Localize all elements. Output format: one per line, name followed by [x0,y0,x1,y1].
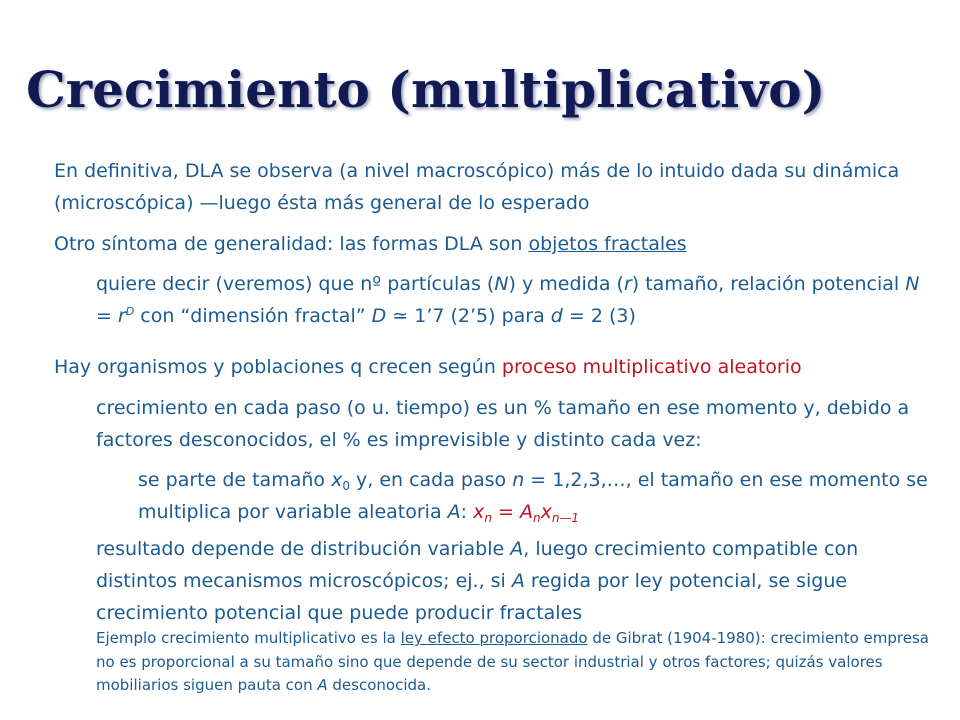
var-N: N [494,273,509,295]
formula-An-sub: n [532,511,541,525]
var-n: n [512,469,525,491]
formula-n-1-sub: n—1 [551,511,580,525]
text-span: desconocida. [327,676,431,694]
var-x0: x [331,469,343,491]
text-span: se parte de tamaño [138,469,332,491]
var-A: A [447,501,461,523]
formula-eq: = [491,501,520,523]
text-span: , luego crecimiento compatible con distintos mecanismos microscópicos; ej., si [96,538,859,592]
var-d: d [550,305,563,327]
var-D: D [371,305,387,327]
var-A: A [510,538,524,560]
formula-A: A [519,501,533,523]
paragraph-growth-step: crecimiento en cada paso (o u. tiempo) es un % tamaño en ese momento y, debido a factores desconocidos, el % es imprevisible y distinto cada vez: [96,397,910,451]
paragraph-gibrat-example [96,627,936,698]
recurrence-formula [473,501,579,523]
text-span: = 1,2,3,…, el tamaño en ese momento se multiplica por variable aleatoria [138,469,928,523]
text-span: y, en cada paso [349,469,513,491]
text-span: : [460,501,474,523]
text-span: Hay organismos y poblaciones q crecen según [54,356,502,378]
slide-title: Crecimiento (multiplicativo) [26,60,826,119]
text-span: ≃ 1’7 (2’5) para [386,305,551,327]
gibrat-law-link[interactable]: ley efecto proporcionado [400,629,588,647]
formula-r: r [117,305,126,327]
text-span: = 2 (3) [562,305,636,327]
fractal-objects-link[interactable]: objetos fractales [528,233,687,255]
paragraph-power-law [96,268,936,332]
paragraph-text: Otro síntoma de generalidad: las formas DLA son [54,233,529,255]
formula-D-exponent: D [125,305,135,318]
multiplicative-process-highlight: proceso multiplicativo aleatorio [501,356,802,378]
text-span: resultado depende de distribución variable [96,538,511,560]
var-A: A [511,570,525,592]
x0-subscript: 0 [342,479,350,493]
paragraph-distribution [96,533,936,629]
text-span: ) y medida ( [508,273,624,295]
var-r: r [623,273,632,295]
text-span: ) tamaño, relación potencial [631,273,906,295]
paragraph-multiplicative-process [54,351,934,383]
text-span: Ejemplo crecimiento multiplicativo es la [96,629,401,647]
var-A: A [317,676,328,694]
text-span: de Gibrat (1904-1980): crecimiento empresa no es proporcional a su tamaño sino que depende de su sector industrial y otros factores; quizás valores mobiliarios siguen pauta con [96,629,929,694]
text-span: con “dimensión fractal” [134,305,372,327]
formula-x-prev: x [540,501,552,523]
text-span: regida por ley potencial, se sigue crecimiento potencial que puede producir fractales [96,570,848,624]
formula-N: N [905,273,920,295]
text-span: quiere decir (veremos) que nº partículas ( [96,273,495,295]
paragraph-dla-conclusion: En definitiva, DLA se observa (a nivel macroscópico) más de lo intuido dada su dinámica (microscópica) —luego ésta más general de lo esperado [54,160,900,214]
formula-eq: = [96,305,118,327]
paragraph-random-variable [138,464,938,528]
formula-n-sub: n [484,511,492,525]
paragraph-fractal-objects [54,228,934,260]
formula-x: x [473,501,485,523]
